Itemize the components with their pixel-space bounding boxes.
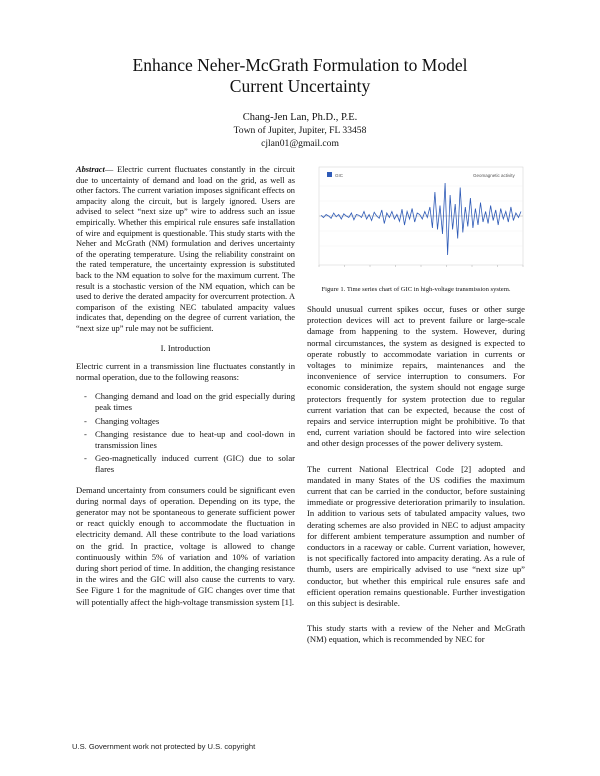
list-item: - Changing demand and load on the grid especially during peak times (84, 391, 295, 413)
author-email: cjlan01@gmail.com (261, 138, 339, 149)
title-line-1: Enhance Neher-McGrath Formulation to Model (132, 55, 468, 75)
author-affiliation: Town of Jupiter, Jupiter, FL 33458 (233, 125, 367, 136)
figure-1 (307, 165, 525, 283)
intro-paragraph-2: Demand uncertainty from consumers could be significant even during normal days of operation. Depending on its type, the generator may not be spontaneous to generate sufficient power or react quickly enough to accommodate the fluctuation in electricity demand. All these contribute to the load variations on the grid. In practice, voltage is allowed to change continuously within 5% of variation and 10% of variation during short period of time. In addition, the changing resistance in the wires and the GIC will also cause the currents to vary. See Figure 1 for the magnitude of GIC changes over time that will potentially affect the high-voltage transmission system [1]. (76, 484, 295, 607)
body-paragraph-1: Should unusual current spikes occur, fuses or other surge protection devices will act to prevent failure or large-scale damage from happening to the system. However, during normal circumstances, the system as designed is expected to operate robustly to accommodate variation in currents or voltages to minimize repairs, maintenances and the inconvenience of service interruption to consumers. For economic consideration, the system should not engage surge protectors frequently for system protection due to regular current variation that can be expected, because the cost of repairs and service interruption might be prohibitive. To that end, current variation should be factored into wire selection and other design processes of the power delivery system. (307, 304, 525, 449)
title-line-2: Current Uncertainty (229, 76, 371, 96)
reasons-list (76, 391, 295, 475)
author-block (0, 111, 600, 150)
abstract (76, 165, 295, 335)
author-name: Chang-Jen Lan, Ph.D., P.E. (242, 112, 358, 123)
legend-swatch-gic (327, 172, 332, 177)
list-item: - Changing resistance due to heat-up and cool-down in transmission lines (84, 429, 295, 451)
body-paragraph-3: This study starts with a review of the Neher and McGrath (NM) equation, which is recommended by NEC for (307, 623, 525, 645)
body-paragraph-2: The current National Electrical Code [2] adopted and mandated in many States of the US codifies the maximum current that can be carried in the conductor, before sustaining immediate or progressive deterioration primarily to insulation. In addition to various sets of tabulated ampacity values, two derating schemes are also provided in NEC to adjust ampacity for different ambient temperature assumption and number of conductors in a raceway or cable. Current variation, however, is not specifically factored into ampacity derating. As a rule of thumb, users are empirically advised to use “next size up” conductor, but whether this empirical rule ensures safe and efficient operation remains questionable. Further investigation on this subject is desirable. (307, 463, 525, 609)
list-item: - Changing voltages (84, 416, 295, 427)
gic-chart (307, 165, 525, 283)
copyright-footer: U.S. Government work not protected by U.S. copyright (72, 742, 256, 751)
figure-caption: Figure 1. Time series chart of GIC in high-voltage transmission system. (321, 286, 511, 293)
paper-title (0, 55, 600, 97)
legend-label-gic: GIC (335, 173, 344, 178)
section-heading-introduction: I. Introduction (160, 342, 211, 353)
right-column (307, 165, 525, 654)
legend-label-activity: Geomagnetic activity (473, 173, 515, 178)
left-column (76, 165, 295, 616)
x-axis-ticks (319, 265, 523, 267)
abstract-label: Abstract (76, 165, 105, 174)
list-item: - Geo-magnetically induced current (GIC) due to solar flares (84, 453, 295, 475)
abstract-text: — Electric current fluctuates constantly in the circuit due to uncertainty of demand and load on the grid, as well as other factors. The current variation imposes significant effects on ampacity along the circuit, but is largely ignored. Users are advised to select “next size up” wire to address such an issue empirically. Whether this empirical rule ensures safe installation of wire and equipment is questionable. This study starts with the Neher and McGrath (NM) formulation and derives uncertainty of the operating temperature. Using the reliability constraint on the rated temperature, the uncertainty expression is substituted back to the NM equation to solve for the maximum current. The result is a stochastic version of the NM equation, which can be used to derive the derated ampacity for overcurrent protection. A comparison of the existing NEC tabulated ampacity values indicates that, depending on the degree of current variation, the “next size up” rule may not be sufficient. (76, 165, 295, 333)
intro-paragraph-1: Electric current in a transmission line fluctuates constantly in normal operation, due to the following reasons: (76, 360, 295, 382)
